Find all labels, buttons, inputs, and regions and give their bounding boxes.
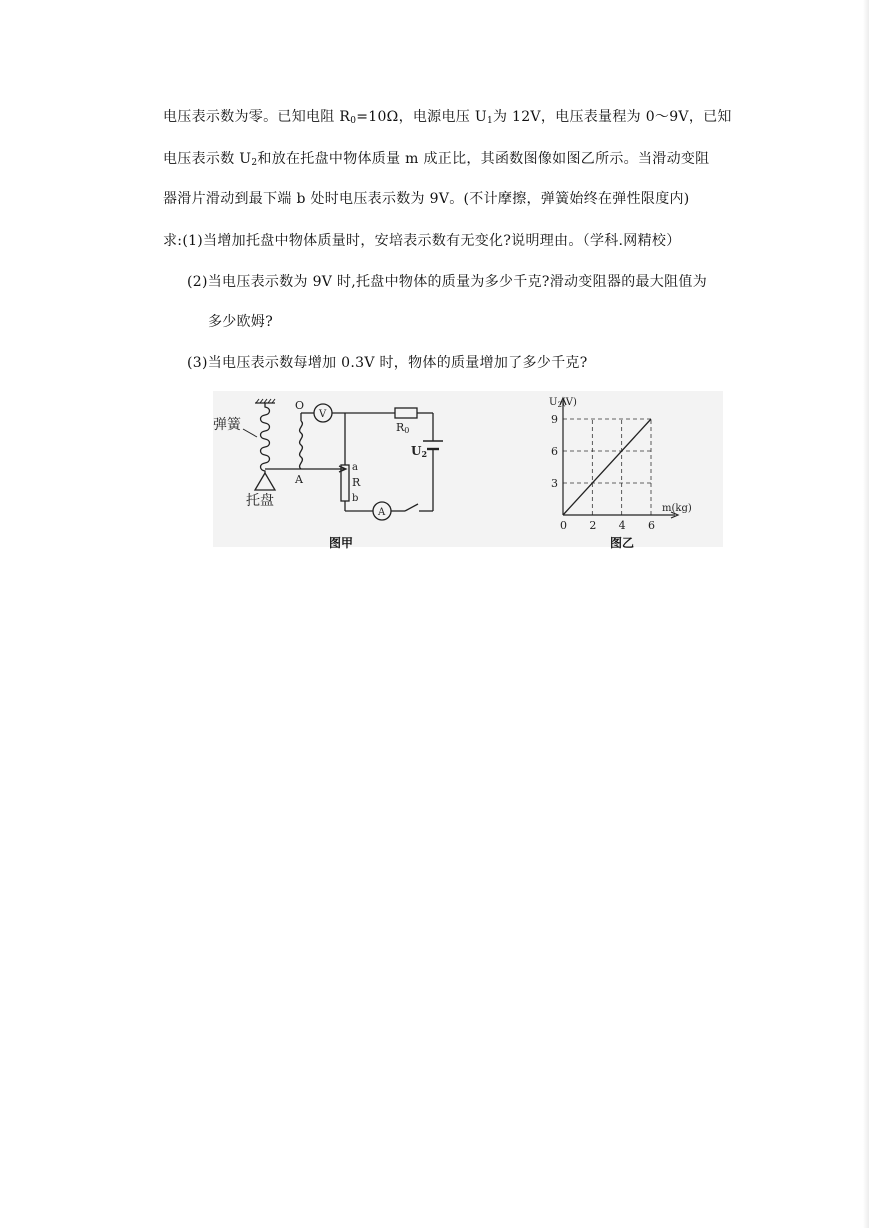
y-tick-label: 6 [551,445,558,458]
x-tick-label: 2 [589,519,597,532]
graph-ylabel: $U_2(V)$ [549,397,577,409]
voltmeter-label: V [319,409,327,420]
y-tick-label: 3 [551,477,558,490]
label-R: R [352,476,361,489]
page-edge [863,0,869,1228]
x-tick-label: 0 [560,519,567,532]
text-line-1: 电压表示数为零。已知电阻 $R_0=10\Omega$，电源电压 $U_1$为 12V，电压表量程为 0～9V，已知 [163,109,732,126]
spring-pointer [243,429,257,437]
tray-triangle [255,473,275,490]
ammeter-label: A [378,507,386,518]
graph-axes [560,398,678,518]
label-b: b [352,493,359,504]
graph-xlabel: m(kg) [662,503,692,514]
label-O: O [295,399,305,412]
r0-resistor [395,408,417,418]
wavy-wire [300,421,303,469]
label-a: a [352,462,358,473]
spring-coil [261,403,270,473]
question-2-cont: 多少欧姆? [208,314,274,330]
tray-label: 托盘 [246,493,274,509]
y-tick-label: 9 [551,413,558,426]
label-A: A [295,473,303,486]
text-line-2: 电压表示数 $U_2$和放在托盘中物体质量 m 成正比，其函数图像如图乙所示。当滑动变阻 [163,151,710,168]
caption-yi: 图乙 [610,536,635,550]
question-3: (3)当电压表示数每增加 0.3V 时，物体的质量增加了多少千克? [187,355,588,371]
x-tick-label: 6 [648,519,655,532]
text-line-3: 器滑片滑动到最下端 b 处时电压表示数为 9V。(不计摩擦，弹簧始终在弹性限度内) [163,191,690,207]
caption-jia: 图甲 [329,536,354,550]
question-2: (2)当电压表示数为 9V 时,托盘中物体的质量为多少千克?滑动变阻器的最大阻值为 [187,274,708,290]
figure-svg [213,391,723,547]
switch-blade [405,504,418,511]
circuit-diagram [255,399,443,520]
u2-label: U2 [411,444,428,459]
graph-series [563,419,651,515]
u2-m-graph [549,397,692,532]
figure-panel [213,391,723,550]
question-1: 求:(1)当增加托盘中物体质量时，安培表示数有无变化?说明理由。（学科.网精校） [163,233,681,249]
r0-label: R0 [396,421,410,435]
x-tick-label: 4 [618,519,626,532]
series-line-0 [563,419,651,515]
spring-label: 弹簧 [213,417,241,433]
